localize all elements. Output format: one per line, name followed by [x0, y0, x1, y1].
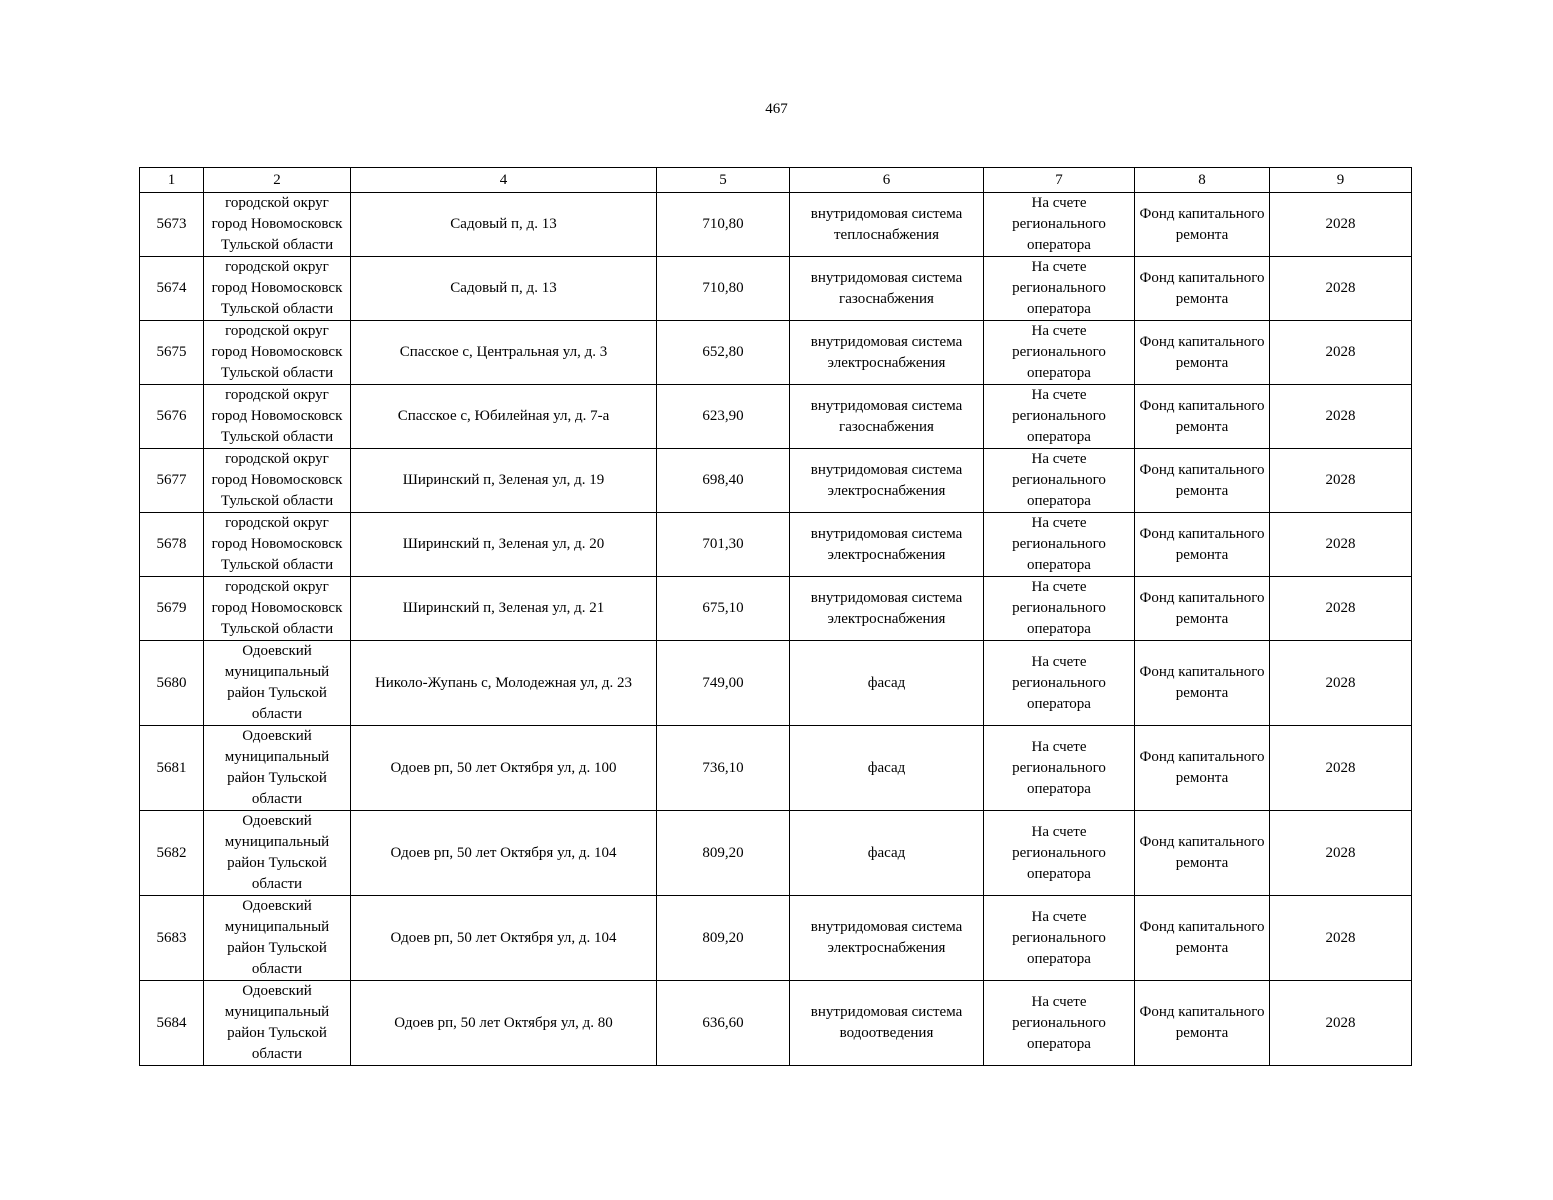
address-cell: Садовый п, д. 13	[351, 257, 657, 321]
table-row	[140, 811, 1412, 896]
funding-source-cell: Фонд капитального ремонта	[1135, 641, 1270, 726]
capital-repair-table	[139, 167, 1412, 1066]
municipality-cell: городской округ город Новомосковск Тульской области	[204, 513, 351, 577]
work-type-cell: внутридомовая система электроснабжения	[790, 449, 984, 513]
column-header: 2	[204, 168, 351, 193]
work-type-cell: внутридомовая система теплоснабжения	[790, 193, 984, 257]
municipality-cell: Одоевский муниципальный район Тульской области	[204, 641, 351, 726]
row-number-cell: 5678	[140, 513, 204, 577]
account-cell: На счете регионального оператора	[984, 385, 1135, 449]
address-cell: Спасское с, Центральная ул, д. 3	[351, 321, 657, 385]
column-header: 9	[1270, 168, 1412, 193]
account-cell: На счете регионального оператора	[984, 896, 1135, 981]
table-row	[140, 449, 1412, 513]
address-cell: Одоев рп, 50 лет Октября ул, д. 80	[351, 981, 657, 1066]
funding-source-cell: Фонд капитального ремонта	[1135, 726, 1270, 811]
funding-source-cell: Фонд капитального ремонта	[1135, 193, 1270, 257]
funding-source-cell: Фонд капитального ремонта	[1135, 577, 1270, 641]
row-number-cell: 5682	[140, 811, 204, 896]
account-cell: На счете регионального оператора	[984, 257, 1135, 321]
address-cell: Одоев рп, 50 лет Октября ул, д. 104	[351, 896, 657, 981]
work-type-cell: внутридомовая система электроснабжения	[790, 896, 984, 981]
account-cell: На счете регионального оператора	[984, 641, 1135, 726]
table-row	[140, 981, 1412, 1066]
area-cell: 710,80	[657, 257, 790, 321]
account-cell: На счете регионального оператора	[984, 321, 1135, 385]
year-cell: 2028	[1270, 193, 1412, 257]
row-number-cell: 5684	[140, 981, 204, 1066]
work-type-cell: внутридомовая система газоснабжения	[790, 257, 984, 321]
table-row	[140, 385, 1412, 449]
account-cell: На счете регионального оператора	[984, 449, 1135, 513]
funding-source-cell: Фонд капитального ремонта	[1135, 811, 1270, 896]
funding-source-cell: Фонд капитального ремонта	[1135, 257, 1270, 321]
municipality-cell: Одоевский муниципальный район Тульской области	[204, 981, 351, 1066]
address-cell: Садовый п, д. 13	[351, 193, 657, 257]
work-type-cell: фасад	[790, 641, 984, 726]
area-cell: 736,10	[657, 726, 790, 811]
area-cell: 710,80	[657, 193, 790, 257]
account-cell: На счете регионального оператора	[984, 981, 1135, 1066]
municipality-cell: Одоевский муниципальный район Тульской области	[204, 896, 351, 981]
row-number-cell: 5675	[140, 321, 204, 385]
account-cell: На счете регионального оператора	[984, 577, 1135, 641]
year-cell: 2028	[1270, 449, 1412, 513]
address-cell: Ширинский п, Зеленая ул, д. 21	[351, 577, 657, 641]
work-type-cell: внутридомовая система водоотведения	[790, 981, 984, 1066]
table-row	[140, 513, 1412, 577]
account-cell: На счете регионального оператора	[984, 193, 1135, 257]
table-row	[140, 193, 1412, 257]
area-cell: 623,90	[657, 385, 790, 449]
municipality-cell: городской округ город Новомосковск Тульской области	[204, 193, 351, 257]
column-header: 1	[140, 168, 204, 193]
column-header: 4	[351, 168, 657, 193]
funding-source-cell: Фонд капитального ремонта	[1135, 896, 1270, 981]
funding-source-cell: Фонд капитального ремонта	[1135, 513, 1270, 577]
table-row	[140, 577, 1412, 641]
account-cell: На счете регионального оператора	[984, 513, 1135, 577]
year-cell: 2028	[1270, 896, 1412, 981]
address-cell: Одоев рп, 50 лет Октября ул, д. 100	[351, 726, 657, 811]
year-cell: 2028	[1270, 257, 1412, 321]
address-cell: Николо-Жупань с, Молодежная ул, д. 23	[351, 641, 657, 726]
year-cell: 2028	[1270, 321, 1412, 385]
year-cell: 2028	[1270, 811, 1412, 896]
funding-source-cell: Фонд капитального ремонта	[1135, 981, 1270, 1066]
year-cell: 2028	[1270, 641, 1412, 726]
municipality-cell: Одоевский муниципальный район Тульской области	[204, 811, 351, 896]
municipality-cell: городской округ город Новомосковск Тульской области	[204, 385, 351, 449]
funding-source-cell: Фонд капитального ремонта	[1135, 321, 1270, 385]
area-cell: 701,30	[657, 513, 790, 577]
address-cell: Одоев рп, 50 лет Октября ул, д. 104	[351, 811, 657, 896]
page-number: 467	[765, 101, 788, 117]
row-number-cell: 5677	[140, 449, 204, 513]
work-type-cell: внутридомовая система электроснабжения	[790, 321, 984, 385]
municipality-cell: Одоевский муниципальный район Тульской области	[204, 726, 351, 811]
row-number-cell: 5673	[140, 193, 204, 257]
work-type-cell: внутридомовая система электроснабжения	[790, 513, 984, 577]
address-cell: Спасское с, Юбилейная ул, д. 7-а	[351, 385, 657, 449]
table-row	[140, 896, 1412, 981]
work-type-cell: фасад	[790, 726, 984, 811]
area-cell: 698,40	[657, 449, 790, 513]
year-cell: 2028	[1270, 981, 1412, 1066]
municipality-cell: городской округ город Новомосковск Тульской области	[204, 577, 351, 641]
year-cell: 2028	[1270, 726, 1412, 811]
municipality-cell: городской округ город Новомосковск Тульской области	[204, 449, 351, 513]
funding-source-cell: Фонд капитального ремонта	[1135, 449, 1270, 513]
area-cell: 652,80	[657, 321, 790, 385]
row-number-cell: 5680	[140, 641, 204, 726]
header-row	[140, 168, 1412, 193]
year-cell: 2028	[1270, 385, 1412, 449]
table-row	[140, 257, 1412, 321]
column-header: 8	[1135, 168, 1270, 193]
area-cell: 636,60	[657, 981, 790, 1066]
year-cell: 2028	[1270, 577, 1412, 641]
area-cell: 809,20	[657, 811, 790, 896]
area-cell: 675,10	[657, 577, 790, 641]
work-type-cell: внутридомовая система газоснабжения	[790, 385, 984, 449]
work-type-cell: внутридомовая система электроснабжения	[790, 577, 984, 641]
work-type-cell: фасад	[790, 811, 984, 896]
area-cell: 809,20	[657, 896, 790, 981]
municipality-cell: городской округ город Новомосковск Тульской области	[204, 257, 351, 321]
table-row	[140, 321, 1412, 385]
row-number-cell: 5683	[140, 896, 204, 981]
account-cell: На счете регионального оператора	[984, 811, 1135, 896]
area-cell: 749,00	[657, 641, 790, 726]
table-header	[140, 168, 1412, 193]
address-cell: Ширинский п, Зеленая ул, д. 19	[351, 449, 657, 513]
column-header: 7	[984, 168, 1135, 193]
column-header: 5	[657, 168, 790, 193]
address-cell: Ширинский п, Зеленая ул, д. 20	[351, 513, 657, 577]
table-row	[140, 726, 1412, 811]
row-number-cell: 5676	[140, 385, 204, 449]
municipality-cell: городской округ город Новомосковск Тульской области	[204, 321, 351, 385]
funding-source-cell: Фонд капитального ремонта	[1135, 385, 1270, 449]
row-number-cell: 5674	[140, 257, 204, 321]
table-body	[140, 193, 1412, 1066]
account-cell: На счете регионального оператора	[984, 726, 1135, 811]
row-number-cell: 5679	[140, 577, 204, 641]
column-header: 6	[790, 168, 984, 193]
year-cell: 2028	[1270, 513, 1412, 577]
table-row	[140, 641, 1412, 726]
row-number-cell: 5681	[140, 726, 204, 811]
